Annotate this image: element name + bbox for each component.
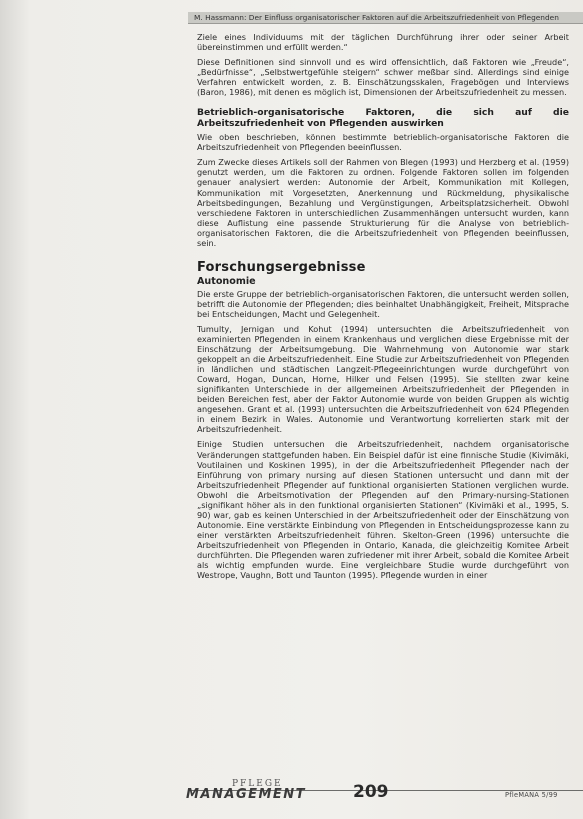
journal-logo-top: PFLEGE [232,779,283,789]
issue-label: PfleMANA 5/99 [505,791,558,799]
paragraph-intro-end: Ziele eines Individuums mit der täglichen Durchführung ihrer oder seiner Arbeit übereinstimmen und erfüllt werden.“ [197,32,569,53]
paragraph-definitions: Diese Definitionen sind sinnvoll und es wird offensichtlich, daß Faktoren wie „Freude“, „Bedürfnisse“, „Selbstwertgefühle steigern“ schwer meßbar sind. Allerdings sind einige Verfahren entwickelt worden, z. B. Einschätzungsskalen, Fragebögen und Interviews (Baron, 1986), mit denen es möglich ist, Dimensionen der Arbeitszufriedenheit zu messen. [197,57,569,98]
paragraph-studies: Einige Studien untersuchen die Arbeitszufriedenheit, nachdem organisatorische Veränderungen stattgefunden haben. Ein Beispiel dafür ist eine finnische Studie (Kivimäki, Voutilainen und Koskinen 1995), in der die Arbeitszufriedenheit Pflegender nach der Einführung von primary nursing auf diesen Stationen untersucht und dann mit der Arbeitszufriedenheit Pflegender auf funktional organisierten Stationen verglichen wurde. Obwohl die Arbeitsmotivation der Pflegenden auf den Primary-nursing-Stationen „signifikant höher als in den funktional organisierten Stationen“ (Kivimäki et al., 1995, S. 90) war, gab es keinen Unterschied in der Arbeitszufriedenheit oder der Einschätzung von Autonomie. Eine verstärkte Einbindung von Pflegenden in Entscheidungsprozesse kann zu einer verstärkten Arbeitszufriedenheit führen. Skelton-Green (1996) untersuchte die Arbeitszufriedenheit von Pflegenden in Ontario, Kanada, die gleichzeitig Komitee Arbeit durchführten. Die Pflegenden waren zufriedener mit ihrer Arbeit, sobald die Komitee Arbeit als wichtig empfunden wurde. Eine vergleichbare Studie wurde durchgeführt von Westrope, Vaughn, Bott und Taunton (1995). Pflegende wurden in einer [197,439,569,581]
paragraph-first-group: Die erste Gruppe der betrieblich-organisatorischen Faktoren, die untersucht werden sollen, betrifft die Autonomie der Pflegenden; dies beinhaltet Unabhängigkeit, Freiheit, Mitsprache bei Entscheidungen, Macht und Gelegenheit. [197,288,569,319]
paragraph-tumulty: Tumulty, Jernigan und Kohut (1994) untersuchten die Arbeitszufriedenheit von examinierten Pflegenden in einem Krankenhaus und verglichen diese Ergebnisse mit der Einschätzung der Arbeitsumgebung. Die Wahrnehmung von Autonomie war stark gekoppelt an die Arbeitszufriedenheit. Eine Studie zur Arbeitszufriedenheit von Pflegenden in ländlichen und städtischen Langzeit-Pflegeeinrichtungen wurde durchgeführt von Coward, Hogan, Duncan, Horne, Hilker und Felsen (1995). Sie stellten zwar keine signifikanten Unterschiede in der allgemeinen Arbeitszufriedenheit der Pflegenden in beiden Bereichen fest, aber der Faktor Autonomie wurde von beiden Gruppen als wichtig angesehen. Grant et al. (1993) untersuchten die Arbeitszufriedenheit von 624 Pflegenden in einem Bezirk in Wales. Autonomie und Verantwortung korrelierten stark mit der Arbeitszufriedenheit. [197,323,569,435]
paragraph-as-described: Wie oben beschrieben, können bestimmte betrieblich-organisatorische Faktoren die Arbeitszufriedenheit von Pflegenden beeinflussen. [197,132,569,153]
page-number: 209 [353,782,389,802]
article-column [197,32,569,585]
paragraph-framework: Zum Zwecke dieses Artikels soll der Rahmen von Blegen (1993) und Herzberg et al. (1959) genutzt werden, um die Faktoren zu ordnen. Folgende Faktoren sollen im folgenden genauer analysiert werden: Autonomie der Arbeit, Kommunikation mit Kollegen, Kommunikation mit Vorgesetzten, Anerkennung und Rückmeldung, physikalische Arbeitsbedingungen, Bezahlung und Vergünstigungen, Arbeitsplatzsicherheit. Obwohl verschiedene Faktoren in unterschiedlichen Zusammenhängen untersucht wurden, kann diese Auflistung eine passende Strukturierung für die Analyse von betrieblich-organisatorischen Faktoren, die die Arbeitszufriedenheit von Pflegenden beeinflussen, sein. [197,157,569,248]
heading-organisational-factors: Betrieblich-organisatorische Faktoren, die sich auf die Arbeitszufriedenheit von Pflegenden auswirken [197,107,569,130]
heading-autonomy: Autonomie [197,275,256,287]
heading-research-results: Forschungsergebnisse [197,259,366,275]
running-head: M. Hassmann: Der Einfluss organisatorischer Faktoren auf die Arbeitszufriedenheit von Pflegenden [194,13,559,22]
journal-logo-main: MANAGEMENT [186,787,307,802]
